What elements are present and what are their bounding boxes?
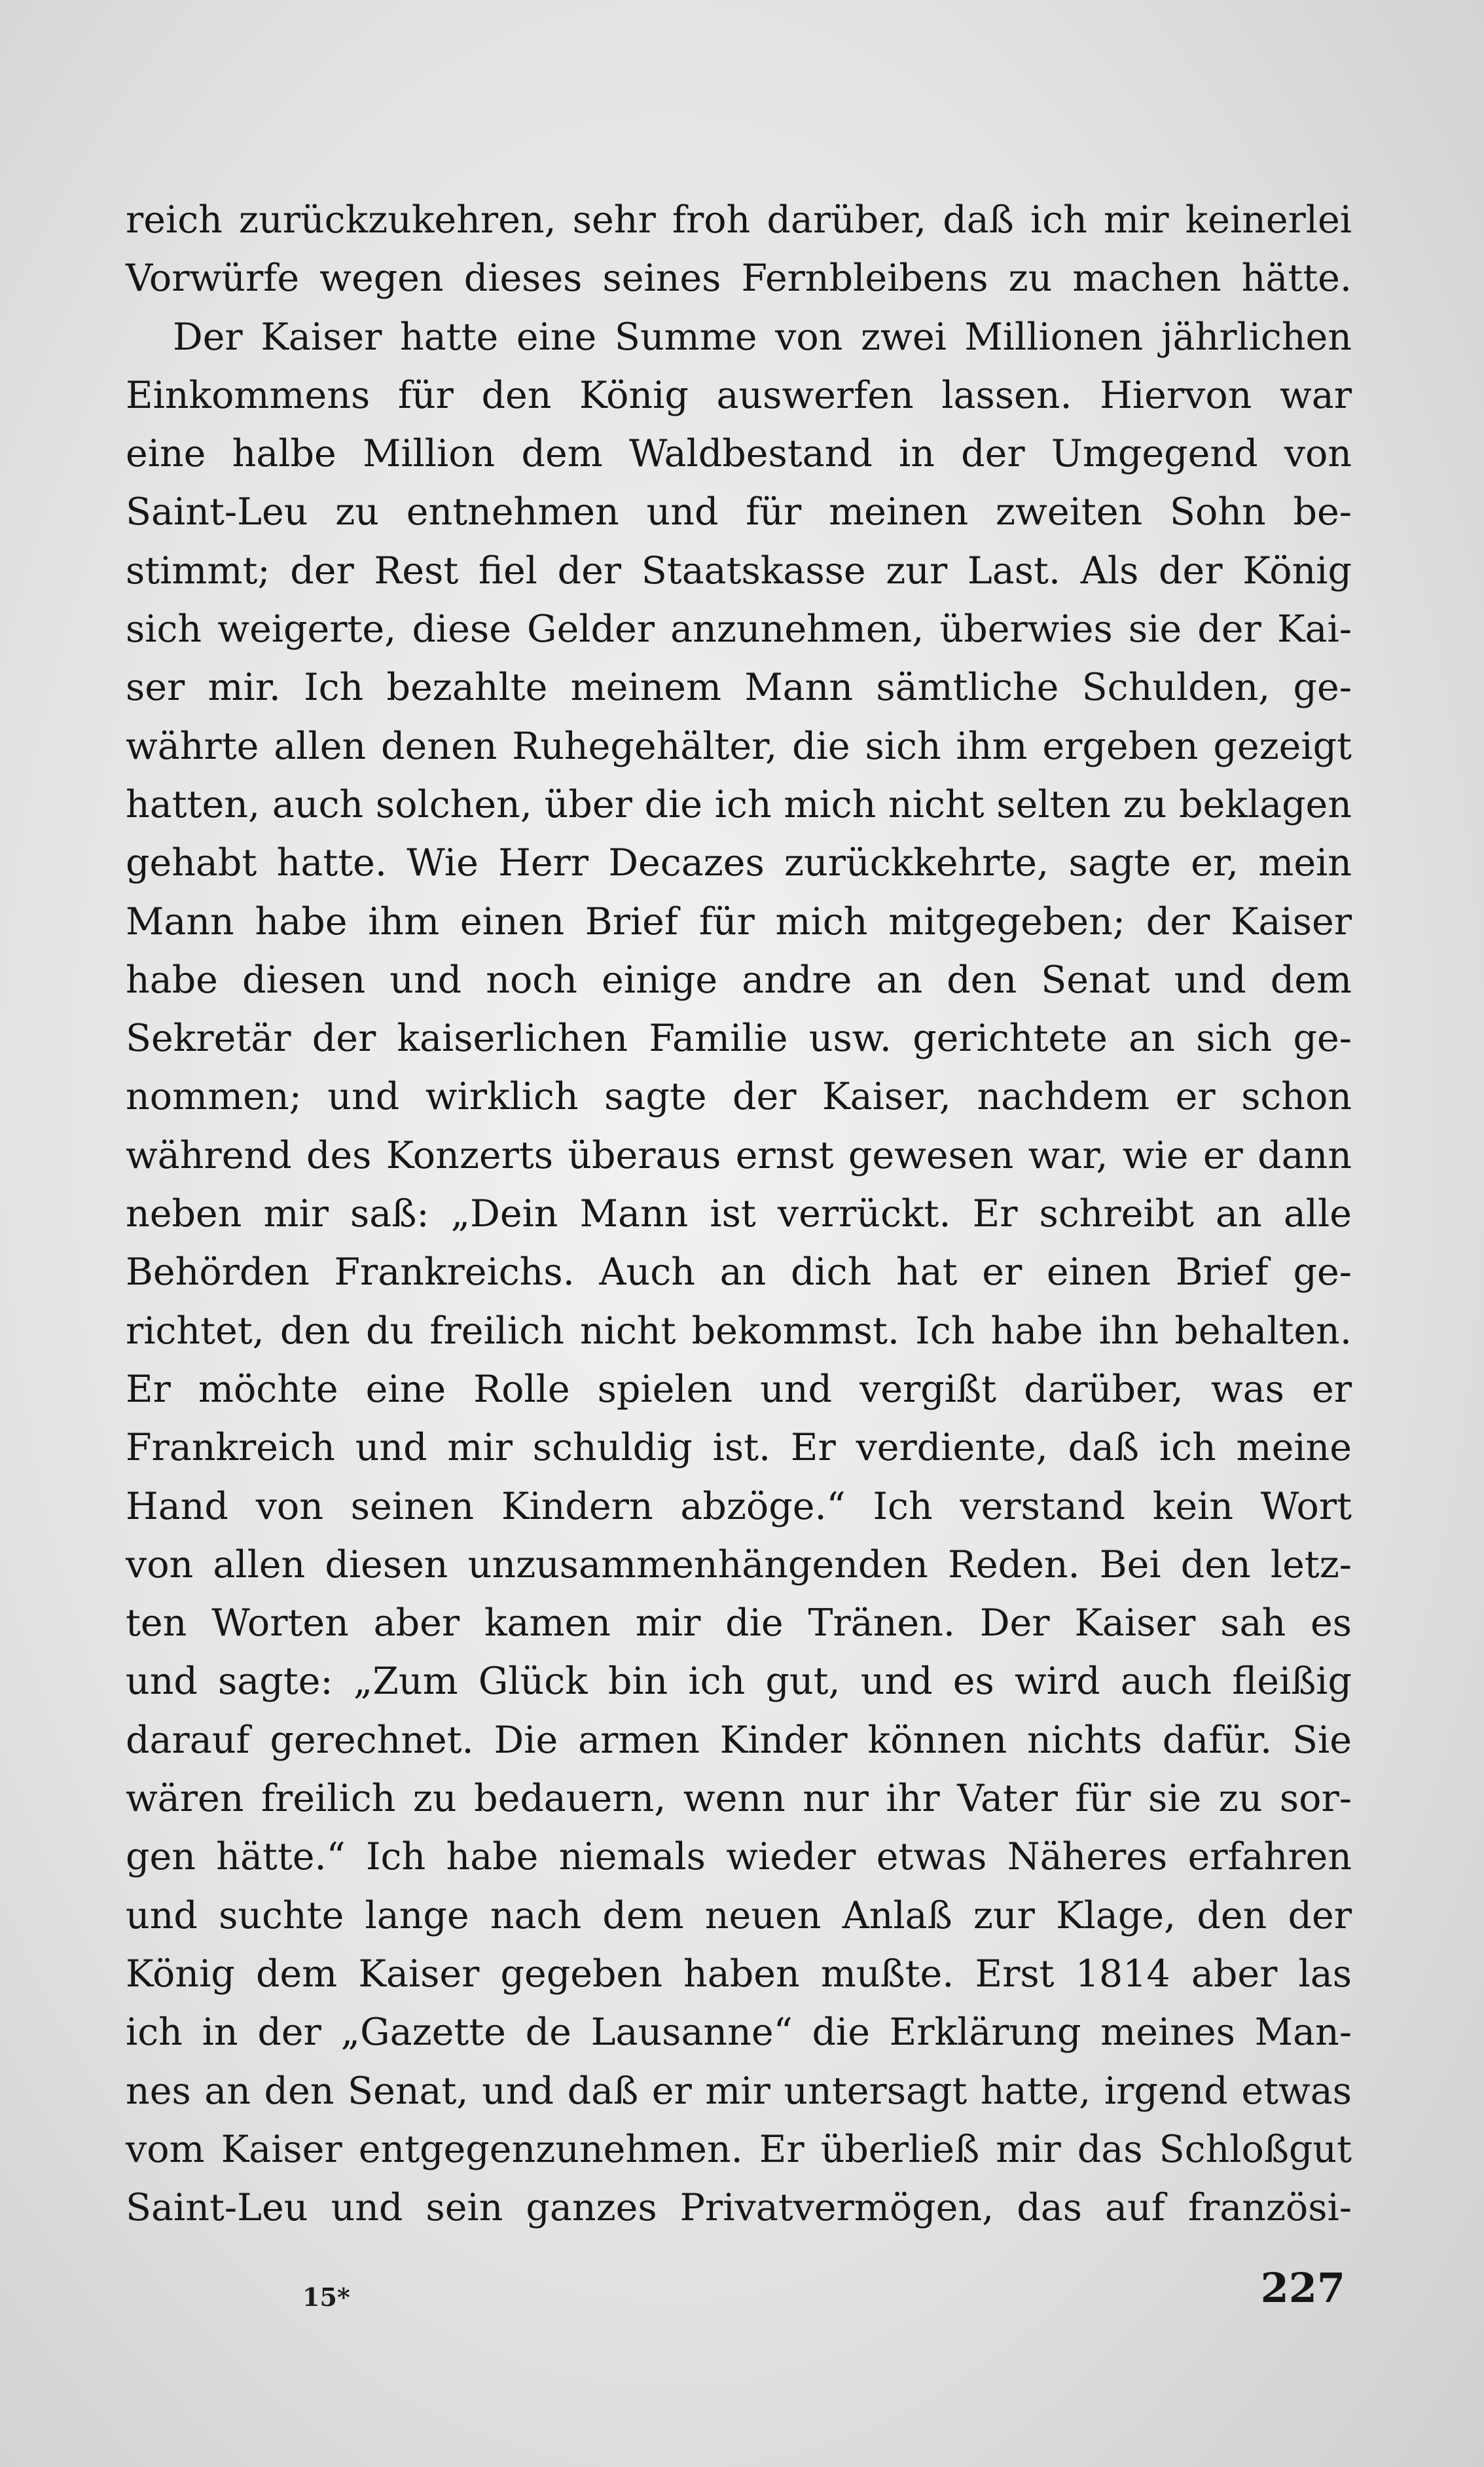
text-line: nes an den Senat, und daß er mir untersagt hatte, irgend etwas: [126, 2069, 1352, 2113]
text-line: neben mir saß: „Dein Mann ist verrückt. Er schreibt an alle: [126, 1192, 1352, 1236]
text-line: während des Konzerts überaus ernst gewesen war, wie er dann: [126, 1133, 1352, 1177]
text-line: richtet, den du freilich nicht bekommst. Ich habe ihn behalten.: [126, 1309, 1352, 1353]
text-line: Einkommens für den König auswerfen lassen. Hiervon war: [126, 373, 1352, 417]
text-line: Der Kaiser hatte eine Summe von zwei Millionen jährlichen: [173, 315, 1352, 359]
text-line: währte allen denen Ruhegehälter, die sich ihm ergeben gezeigt: [126, 724, 1352, 768]
text-line: wären freilich zu bedauern, wenn nur ihr Vater für sie zu sor-: [126, 1777, 1352, 1821]
text-line: eine halbe Million dem Waldbestand in der Umgegend von: [126, 432, 1352, 476]
text-line: hatten, auch solchen, über die ich mich nicht selten zu beklagen: [126, 782, 1352, 826]
text-line: darauf gerechnet. Die armen Kinder können nichts dafür. Sie: [126, 1718, 1352, 1762]
text-line: habe diesen und noch einige andre an den Senat und dem: [126, 958, 1352, 1002]
text-line: Saint-Leu zu entnehmen und für meinen zweiten Sohn be-: [126, 490, 1352, 534]
text-line: ich in der „Gazette de Lausanne“ die Erklärung meines Man-: [126, 2011, 1352, 2055]
text-line: nommen; und wirklich sagte der Kaiser, nachdem er schon: [126, 1075, 1352, 1119]
text-line: sich weigerte, diese Gelder anzunehmen, überwies sie der Kai-: [126, 608, 1352, 651]
text-line: Saint-Leu und sein ganzes Privatvermögen, das auf französi-: [126, 2186, 1352, 2230]
text-line: Mann habe ihm einen Brief für mich mitgegeben; der Kaiser: [126, 900, 1352, 943]
text-line: Hand von seinen Kindern abzöge.“ Ich verstand kein Wort: [126, 1484, 1352, 1528]
page-number: 227: [1260, 2264, 1345, 2312]
text-line: vom Kaiser entgegenzunehmen. Er überließ mir das Schloßgut: [126, 2127, 1352, 2171]
text-line: Behörden Frankreichs. Auch an dich hat er einen Brief ge-: [126, 1251, 1352, 1294]
text-line: Sekretär der kaiserlichen Familie usw. gerichtete an sich ge-: [126, 1017, 1352, 1061]
text-line: gehabt hatte. Wie Herr Decazes zurückkehrte, sagte er, mein: [126, 841, 1352, 885]
text-line: stimmt; der Rest fiel der Staatskasse zur Last. Als der König: [126, 549, 1352, 593]
text-line: ser mir. Ich bezahlte meinem Mann sämtliche Schulden, ge-: [126, 666, 1352, 710]
text-line: König dem Kaiser gegeben haben mußte. Erst 1814 aber las: [126, 1952, 1352, 1996]
text-line: und suchte lange nach dem neuen Anlaß zur Klage, den der: [126, 1893, 1352, 1937]
text-line: ten Worten aber kamen mir die Tränen. Der Kaiser sah es: [126, 1601, 1352, 1645]
text-line: Frankreich und mir schuldig ist. Er verdiente, daß ich meine: [126, 1426, 1352, 1470]
text-line: reich zurückzukehren, sehr froh darüber, daß ich mir keinerlei: [126, 198, 1352, 242]
text-line: von allen diesen unzusammenhängenden Reden. Bei den letz-: [126, 1543, 1352, 1586]
text-line: gen hätte.“ Ich habe niemals wieder etwas Näheres erfahren: [126, 1835, 1352, 1879]
body-text: [126, 191, 1352, 2237]
text-line: Er möchte eine Rolle spielen und vergißt darüber, was er: [126, 1367, 1352, 1411]
text-line: Vorwürfe wegen dieses seines Fernbleibens zu machen hätte.: [126, 257, 1352, 301]
text-line: und sagte: „Zum Glück bin ich gut, und es wird auch fleißig: [126, 1660, 1352, 1704]
signature-mark: 15*: [302, 2282, 350, 2312]
